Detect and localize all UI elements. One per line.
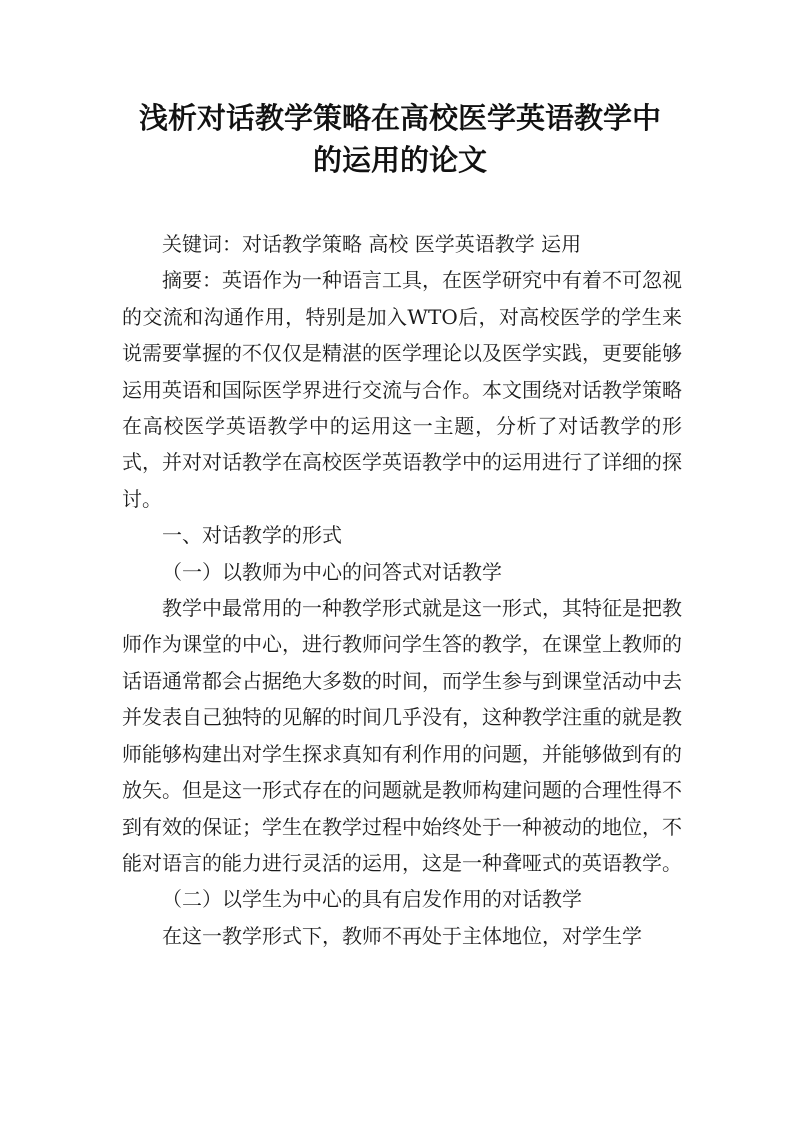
document-title-line-2: 的运用的论文	[312, 143, 487, 177]
keywords-line: 关键词：对话教学策略 高校 医学英语教学 运用	[162, 232, 582, 256]
document-body	[122, 226, 682, 954]
subsection-heading-1: （一）以教师为中心的问答式对话教学	[162, 559, 502, 584]
body-paragraph-2: 在这一教学形式下，教师不再处于主体地位，对学生学	[162, 923, 642, 948]
abstract-paragraph: 摘要：英语作为一种语言工具，在医学研究中有着不可忽视的交流和沟通作用，特别是加入WTO后，对高校医学的学生来说需要掌握的不仅仅是精湛的医学理论以及医学实践，更要能够运用英语和国际医学界进行交流与合作。本文围绕对话教学策略在高校医学英语教学中的运用这一主题，分析了对话教学的形式，并对对话教学在高校医学英语教学中的运用进行了详细的探讨。	[122, 268, 682, 511]
body-paragraph-1: 教学中最常用的一种教学形式就是这一形式，其特征是把教师作为课堂的中心，进行教师问学生答的教学，在课堂上教师的话语通常都会占据绝大多数的时间，而学生参与到课堂活动中去并发表自己独特的见解的时间几乎没有，这种教学注重的就是教师能够构建出对学生探求真知有利作用的问题，并能够做到有的放矢。但是这一形式存在的问题就是教师构建问题的合理性得不到有效的保证；学生在教学过程中始终处于一种被动的地位，不能对语言的能力进行灵活的运用，这是一种聋哑式的英语教学。	[122, 596, 682, 875]
document-title-line-1: 浅析对话教学策略在高校医学英语教学中	[138, 101, 661, 135]
subsection-heading-2: （二）以学生为中心的具有启发作用的对话教学	[162, 887, 582, 912]
section-heading-1: 一、对话教学的形式	[162, 523, 342, 548]
